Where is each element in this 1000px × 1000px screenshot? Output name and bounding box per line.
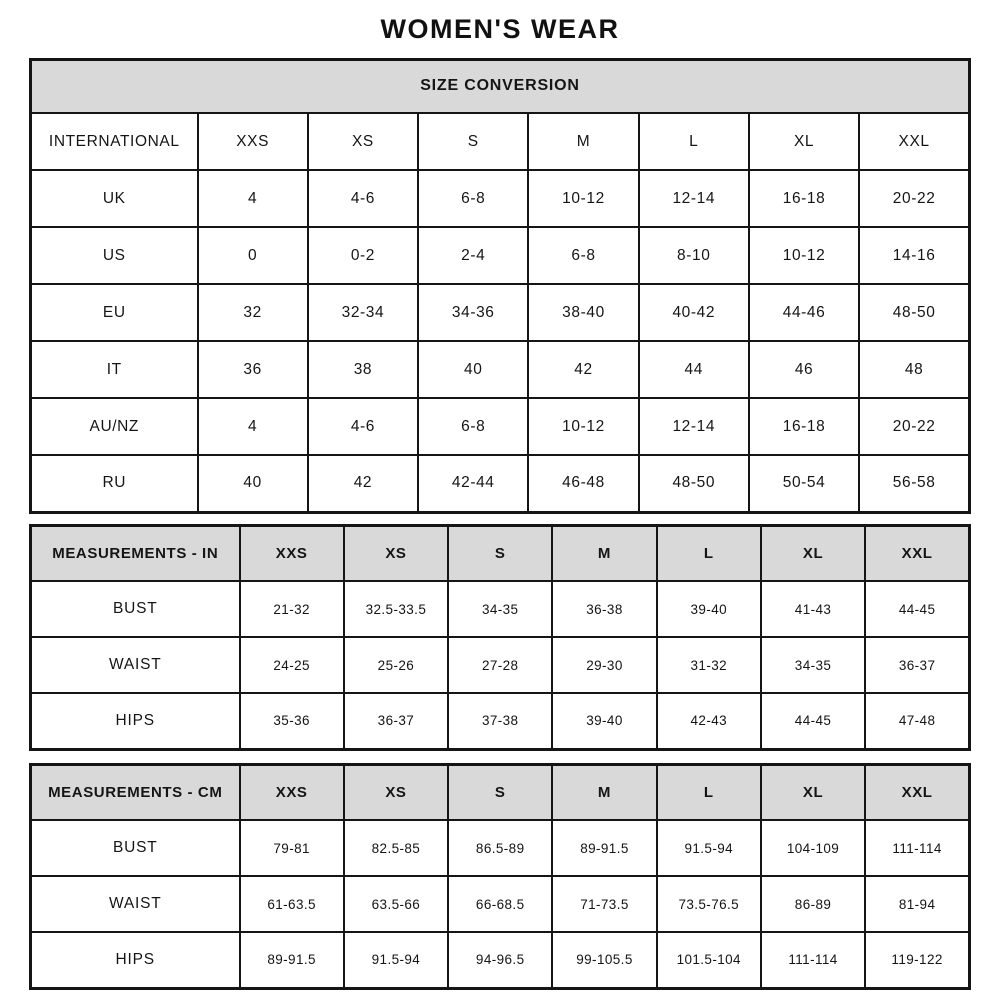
row-label: HIPS [31,693,240,749]
column-header: XXS [240,764,344,820]
table-header-row [31,764,970,820]
cell: 2-4 [418,227,528,284]
table-row [31,693,970,749]
cell: 0 [198,227,308,284]
column-header: XL [761,525,865,581]
cell: 39-40 [552,693,656,749]
row-label: WAIST [31,876,240,932]
table-band: SIZE CONVERSION [31,59,970,113]
cell: 119-122 [865,932,969,988]
row-label: WAIST [31,637,240,693]
cell: 16-18 [749,170,859,227]
column-header: L [657,525,761,581]
cell: 99-105.5 [552,932,656,988]
column-header: XS [344,525,448,581]
row-label: AU/NZ [31,398,198,455]
size-chart-page [29,0,971,990]
cell: 20-22 [859,398,969,455]
row-label: EU [31,284,198,341]
row-label: IT [31,341,198,398]
cell: 44-46 [749,284,859,341]
column-header: XL [761,764,865,820]
row-label: HIPS [31,932,240,988]
cell: 10-12 [528,170,638,227]
cell: S [418,113,528,170]
table-row [31,581,970,637]
cell: 50-54 [749,455,859,512]
column-header: M [552,525,656,581]
cell: 38 [308,341,418,398]
table-title: MEASUREMENTS - IN [31,525,240,581]
table-row [31,876,970,932]
cell: 4-6 [308,170,418,227]
cell: 89-91.5 [240,932,344,988]
cell: 44 [639,341,749,398]
cell: 20-22 [859,170,969,227]
cell: 61-63.5 [240,876,344,932]
cell: 4-6 [308,398,418,455]
cell: XXS [198,113,308,170]
cell: 25-26 [344,637,448,693]
cell: 41-43 [761,581,865,637]
cell: 40 [418,341,528,398]
cell: M [528,113,638,170]
cell: 42 [528,341,638,398]
cell: 79-81 [240,820,344,876]
column-header: XXS [240,525,344,581]
cell: 32-34 [308,284,418,341]
cell: 46-48 [528,455,638,512]
cell: 36 [198,341,308,398]
cell: 71-73.5 [552,876,656,932]
cell: 101.5-104 [657,932,761,988]
cell: 10-12 [528,398,638,455]
cell: 31-32 [657,637,761,693]
cell: 40-42 [639,284,749,341]
table-header-row [31,525,970,581]
cell: 36-37 [344,693,448,749]
cell: 48 [859,341,969,398]
measurements-in-table [29,524,971,751]
cell: 38-40 [528,284,638,341]
column-header: XXL [865,525,969,581]
cell: 24-25 [240,637,344,693]
table-row [31,170,970,227]
table-row [31,284,970,341]
cell: 40 [198,455,308,512]
cell: 27-28 [448,637,552,693]
cell: XXL [859,113,969,170]
cell: 29-30 [552,637,656,693]
cell: 86-89 [761,876,865,932]
cell: 94-96.5 [448,932,552,988]
cell: 4 [198,398,308,455]
cell: 14-16 [859,227,969,284]
cell: 73.5-76.5 [657,876,761,932]
cell: 46 [749,341,859,398]
column-header: S [448,764,552,820]
cell: 91.5-94 [657,820,761,876]
table-row [31,932,970,988]
cell: 34-36 [418,284,528,341]
column-header: XS [344,764,448,820]
table-band-row [31,59,970,113]
cell: XS [308,113,418,170]
size-conversion-table [29,58,971,514]
cell: L [639,113,749,170]
cell: 36-37 [865,637,969,693]
cell: 42-44 [418,455,528,512]
cell: 10-12 [749,227,859,284]
table-row [31,398,970,455]
cell: 12-14 [639,398,749,455]
cell: 8-10 [639,227,749,284]
cell: 82.5-85 [344,820,448,876]
cell: 63.5-66 [344,876,448,932]
table-row [31,637,970,693]
row-label: BUST [31,820,240,876]
cell: 81-94 [865,876,969,932]
column-header: S [448,525,552,581]
cell: XL [749,113,859,170]
cell: 42-43 [657,693,761,749]
cell: 48-50 [639,455,749,512]
cell: 12-14 [639,170,749,227]
cell: 47-48 [865,693,969,749]
cell: 86.5-89 [448,820,552,876]
table-row [31,113,970,170]
measurements-cm-table [29,763,971,990]
cell: 111-114 [865,820,969,876]
cell: 34-35 [448,581,552,637]
cell: 42 [308,455,418,512]
cell: 44-45 [865,581,969,637]
cell: 6-8 [418,398,528,455]
cell: 37-38 [448,693,552,749]
row-label: INTERNATIONAL [31,113,198,170]
table-title: MEASUREMENTS - CM [31,764,240,820]
cell: 44-45 [761,693,865,749]
cell: 32 [198,284,308,341]
cell: 32.5-33.5 [344,581,448,637]
cell: 4 [198,170,308,227]
cell: 91.5-94 [344,932,448,988]
cell: 16-18 [749,398,859,455]
cell: 34-35 [761,637,865,693]
table-row [31,455,970,512]
cell: 6-8 [418,170,528,227]
row-label: RU [31,455,198,512]
cell: 89-91.5 [552,820,656,876]
cell: 35-36 [240,693,344,749]
row-label: BUST [31,581,240,637]
row-label: UK [31,170,198,227]
column-header: M [552,764,656,820]
column-header: L [657,764,761,820]
column-header: XXL [865,764,969,820]
table-row [31,820,970,876]
cell: 0-2 [308,227,418,284]
cell: 21-32 [240,581,344,637]
table-row [31,341,970,398]
table-row [31,227,970,284]
cell: 111-114 [761,932,865,988]
cell: 39-40 [657,581,761,637]
cell: 48-50 [859,284,969,341]
page-title: WOMEN'S WEAR [380,14,620,44]
row-label: US [31,227,198,284]
cell: 6-8 [528,227,638,284]
cell: 104-109 [761,820,865,876]
cell: 66-68.5 [448,876,552,932]
cell: 36-38 [552,581,656,637]
cell: 56-58 [859,455,969,512]
